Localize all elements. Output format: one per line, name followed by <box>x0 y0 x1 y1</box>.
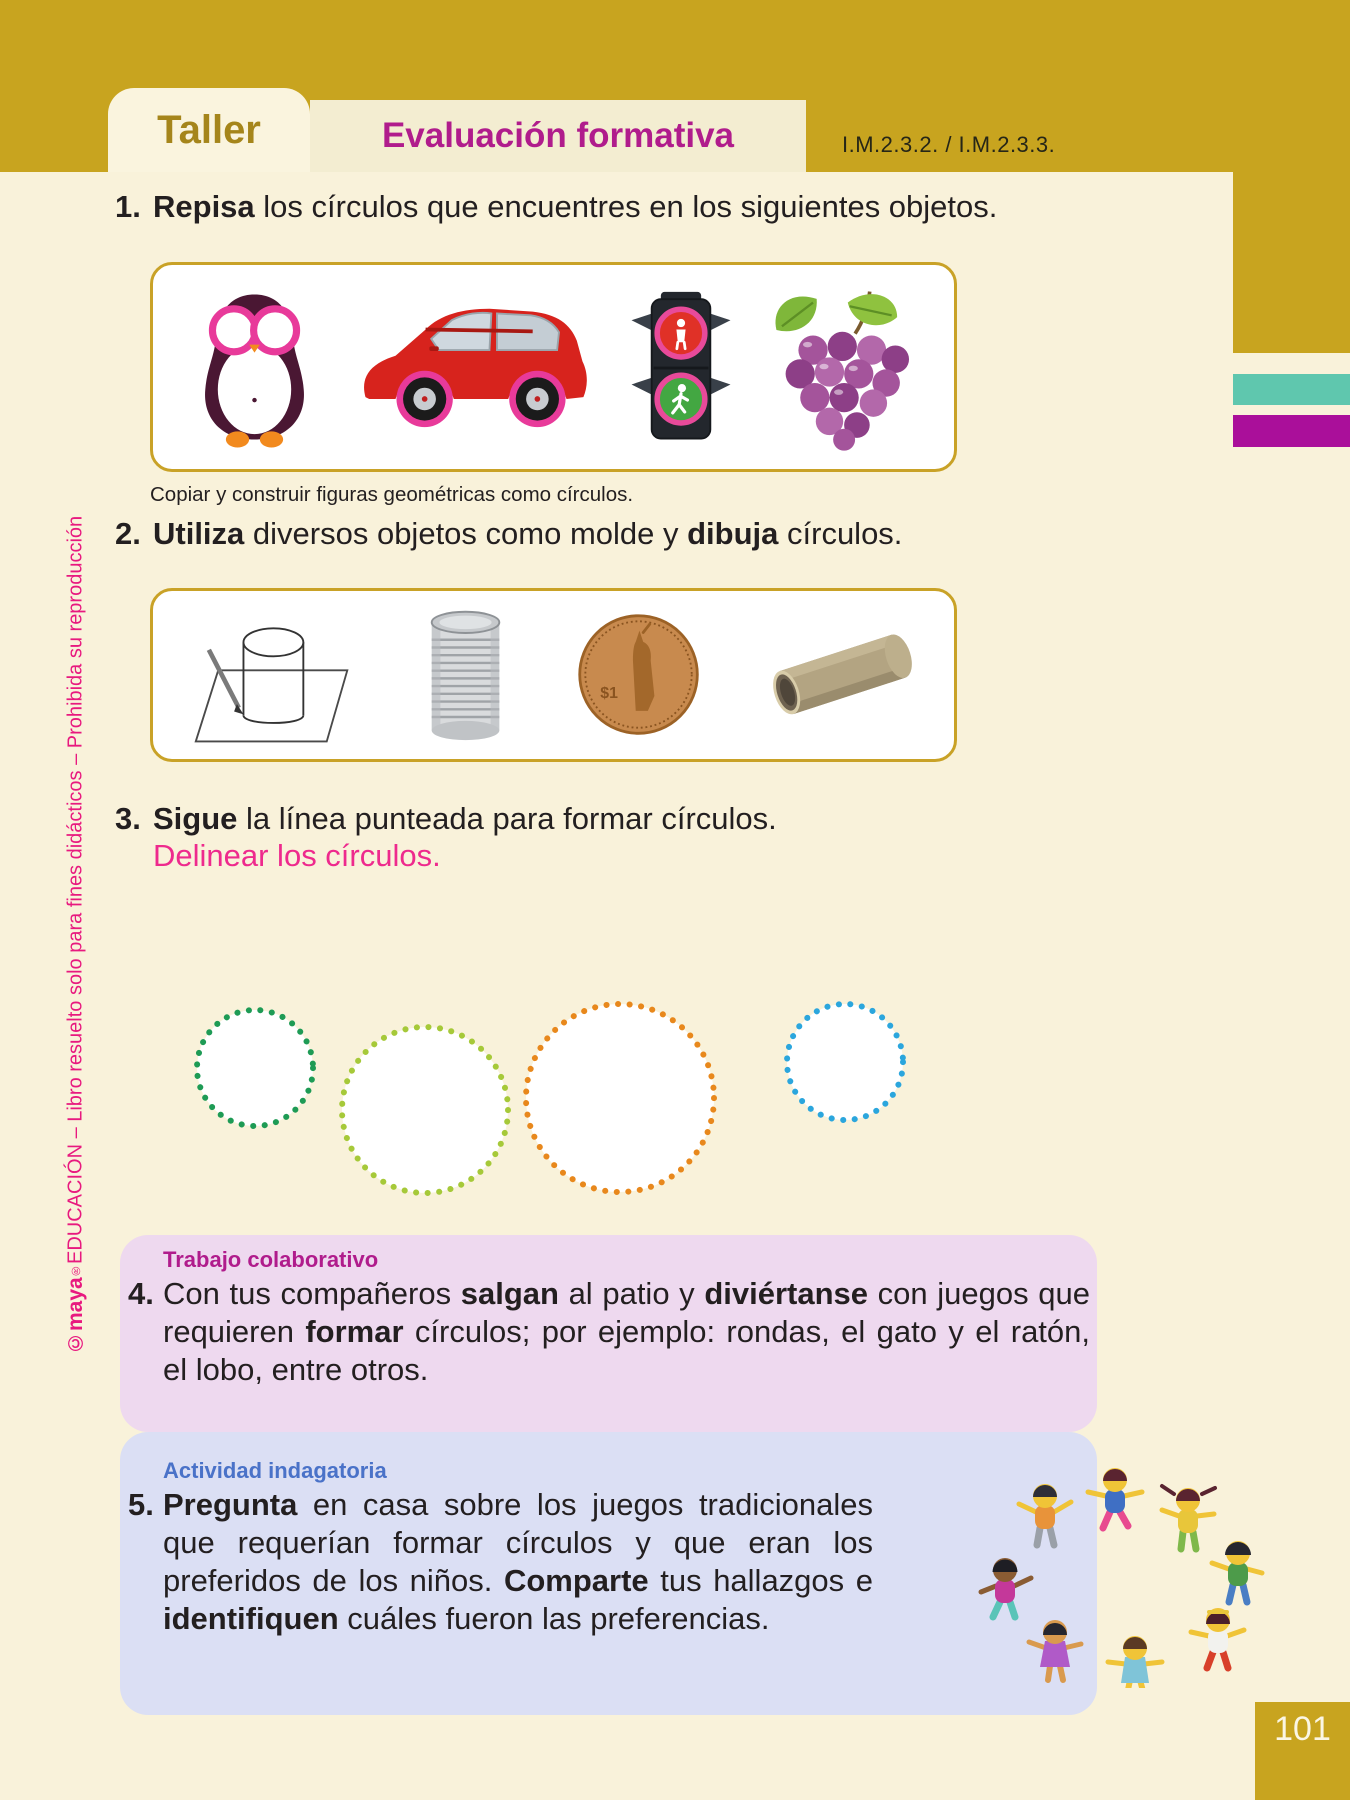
exercise-3-text: la línea punteada para formar círculos. <box>237 801 777 836</box>
exercise-2-verb-2: dibuja <box>687 516 779 551</box>
tin-can-illustration <box>420 605 512 745</box>
exercise-5-verb-1: Pregunta <box>163 1487 298 1522</box>
exercise-2-text-2: círculos. <box>778 516 903 551</box>
exercise-1-verb: Repisa <box>153 189 255 224</box>
traffic-light-illustration <box>626 285 736 450</box>
banner-title: Evaluación formativa <box>381 116 735 155</box>
exercise-3-verb: Sigue <box>153 801 238 836</box>
exercise-4-verb-2: diviértanse <box>704 1276 869 1311</box>
exercise-2-number: 2. <box>115 516 141 551</box>
taller-tab <box>108 88 310 172</box>
exercise-4-number: 4. <box>128 1276 154 1311</box>
car-illustration <box>346 290 601 445</box>
penguin-illustration <box>187 282 322 452</box>
exercise-2-verb: Utiliza <box>153 516 245 551</box>
exercise-2-image-box <box>150 588 957 762</box>
exercise-5-text-2: tus hallazgos e <box>648 1563 873 1598</box>
exercise-4-text-2: al patio y <box>558 1276 705 1311</box>
dotted-circle-yellowgreen <box>342 1027 508 1193</box>
exercise-5-verb-2: Comparte <box>503 1563 649 1598</box>
exercise-4-verb-3: formar <box>305 1314 404 1349</box>
exercise-3-number: 3. <box>115 801 141 836</box>
dotted-circles <box>150 972 950 1212</box>
exercise-1-image-box <box>150 262 957 472</box>
page-number: 101 <box>1274 1710 1331 1748</box>
taller-tab-label: Taller <box>157 107 261 152</box>
exercise-2-statement <box>115 515 1015 552</box>
dotted-circle-orange <box>526 1004 714 1192</box>
exercise-5-statement <box>128 1486 873 1638</box>
exercise-5-verb-3: identifiquen <box>163 1601 339 1636</box>
exercise-2-text: diversos objetos como molde y <box>244 516 688 551</box>
exercise-5-number: 5. <box>128 1487 154 1522</box>
right-gold-column <box>1233 0 1350 353</box>
exercise-4-text-3: con juegos que requieren <box>163 1276 1090 1349</box>
children-circle-illustration <box>950 1438 1280 1688</box>
collaborative-work-label: Trabajo colaborativo <box>163 1247 379 1272</box>
dotted-circle-blue <box>787 1004 903 1120</box>
inquiry-activity-label: Actividad indagatoria <box>163 1458 387 1483</box>
exercise-3-hint: Delinear los círculos. <box>153 838 441 873</box>
right-magenta-bar <box>1233 415 1350 447</box>
dotted-circle-green <box>197 1010 313 1126</box>
grapes-illustration <box>760 281 920 453</box>
dollar-coin-illustration <box>576 612 702 738</box>
exercise-4-statement <box>128 1275 1090 1389</box>
page-number-block <box>1255 1702 1350 1800</box>
exercise-5-text-3: cuáles fueron las preferencias. <box>338 1601 770 1636</box>
banner-strip <box>310 100 806 172</box>
cardboard-tube-illustration <box>765 615 920 735</box>
standards-code: I.M.2.3.2. / I.M.2.3.3. <box>842 132 1056 157</box>
copyright-text: EDUCACIÓN – Libro resuelto solo para fines didácticos – Prohibida su reproducción <box>64 515 87 1264</box>
exercise-4-text: Con tus compañeros <box>163 1276 461 1311</box>
exercise-4-text-4: círculos; por ejemplo: rondas, el gato y el ratón, el lobo, entre otros. <box>163 1314 1091 1387</box>
exercise-4-verb-1: salgan <box>460 1276 559 1311</box>
exercise-1-statement <box>115 188 1000 225</box>
exercise-1-number: 1. <box>115 189 141 224</box>
collaborative-work-box <box>120 1235 1097 1432</box>
right-teal-bar <box>1233 374 1350 405</box>
exercise-3-statement <box>115 800 995 874</box>
registered-mark: ® <box>69 1263 83 1278</box>
cylinder-tracing-illustration <box>187 603 357 748</box>
exercise-1-text: los círculos que encuentres en los siguientes objetos. <box>254 189 998 224</box>
exercise-5-text: en casa sobre los juegos tradicionales que requerían formar círculos y que eran los preferidos de los niños. <box>163 1487 873 1598</box>
brand-name: ©maya <box>64 1277 87 1355</box>
coin-label: $1 <box>599 684 618 702</box>
copyright-sidebar <box>58 400 94 1470</box>
exercise-1-caption: Copiar y construir figuras geométricas como círculos. <box>150 483 634 506</box>
